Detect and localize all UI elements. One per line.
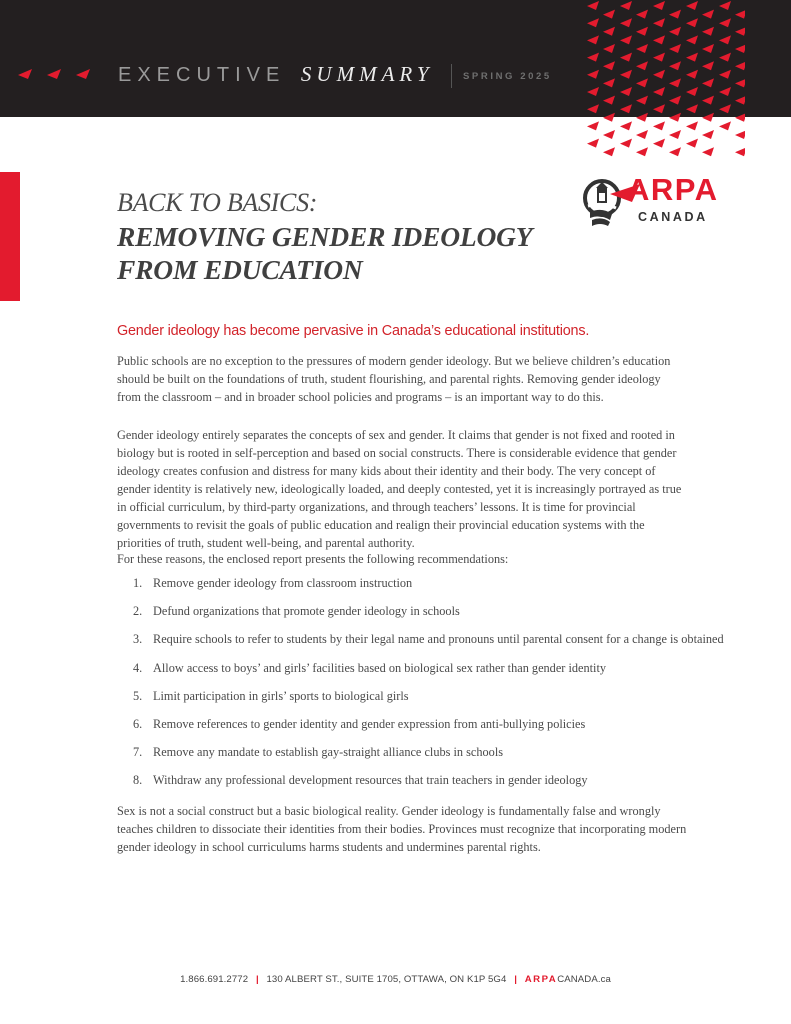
pattern-triangle <box>702 78 714 87</box>
pattern-triangle <box>669 44 681 53</box>
pattern-triangle <box>653 121 665 130</box>
pattern-triangle <box>603 147 615 156</box>
header-divider <box>451 64 452 88</box>
pattern-triangle <box>702 130 714 139</box>
pattern-triangle <box>702 96 714 105</box>
pattern-triangle <box>686 104 698 113</box>
pattern-triangle <box>669 78 681 87</box>
pattern-triangle <box>686 1 698 10</box>
pattern-triangle <box>702 61 714 70</box>
footer-separator: | <box>514 974 517 985</box>
pattern-triangle <box>669 130 681 139</box>
logo-wordmark: ARPA <box>627 172 719 207</box>
list-item: 6. Remove references to gender identity and gender expression from anti-bullying policies <box>133 716 586 731</box>
paragraph-conclusion: Sex is not a social construct but a basic biological reality. Gender ideology is fundamentally false and wrongly teaches children to dissociate their identities from their bodies. Provinces must recognize that incorporating modern gender ideology in school curriculums harms students and undermines parental rights. <box>117 804 687 854</box>
pattern-triangle <box>702 27 714 36</box>
pattern-triangle <box>669 61 681 70</box>
pattern-triangle <box>603 113 615 122</box>
pattern-triangle <box>620 35 632 44</box>
side-accent-bar <box>0 172 20 301</box>
pattern-triangle <box>719 1 731 10</box>
arpa-canada-logo[interactable] <box>580 170 740 230</box>
pattern-triangle <box>669 27 681 36</box>
pattern-triangle <box>603 78 615 87</box>
list-item: 5. Limit participation in girls’ sports to biological girls <box>133 688 409 703</box>
pattern-triangle <box>587 18 599 27</box>
pattern-triangle <box>620 104 632 113</box>
pattern-triangle <box>653 1 665 10</box>
pattern-triangle <box>603 96 615 105</box>
footer-phone[interactable]: 1.866.691.2772 <box>180 974 249 985</box>
pattern-triangle <box>735 44 745 53</box>
pattern-triangle <box>669 113 681 122</box>
pattern-triangle <box>636 96 648 105</box>
pattern-triangle <box>702 44 714 53</box>
pattern-triangle <box>587 53 599 62</box>
pattern-triangle <box>653 104 665 113</box>
pattern-triangle <box>636 78 648 87</box>
pattern-triangle <box>636 147 648 156</box>
header-arrows <box>18 68 98 80</box>
title-line-2: FROM EDUCATION <box>117 254 363 285</box>
left-triangle-arrow-icon <box>18 69 32 79</box>
pattern-triangle <box>669 96 681 105</box>
logo-subname: CANADA <box>638 210 708 224</box>
pattern-triangle <box>620 139 632 148</box>
document-title <box>117 220 577 286</box>
header-title <box>118 62 434 87</box>
pattern-triangle <box>686 53 698 62</box>
pattern-triangle <box>702 10 714 19</box>
pattern-triangle <box>603 27 615 36</box>
pattern-triangle <box>653 70 665 79</box>
paragraph-recommendations-intro: For these reasons, the enclosed report presents the following recommendations: <box>117 552 509 566</box>
pattern-triangle <box>669 10 681 19</box>
left-triangle-arrow-icon <box>47 69 61 79</box>
recommendations-list <box>133 574 724 800</box>
pattern-triangle <box>735 130 745 139</box>
title-line-1: REMOVING GENDER IDEOLOGY <box>117 221 533 252</box>
list-item: 4. Allow access to boys’ and girls’ facilities based on biological sex rather than gender identity <box>133 660 607 675</box>
pattern-triangle <box>587 139 599 148</box>
paragraph-definition: Gender ideology entirely separates the concepts of sex and gender. It claims that gender is not fixed and rooted in biology but is rooted in self-perception and based on social constructs. There is considerable evidence that gender ideology creates confusion and distress for many kids about their identity and their body. The very concept of gender identity is relatively new, ideologically loaded, and deeply contested, yet it is increasingly portrayed as true in official curriculum, by third-party organizations, and through teachers’ lessons. It is time for provincial governments to revisit the goals of public education and realign their provincial education systems with the priorities of truth, student well-being, and parental authority. <box>117 428 682 550</box>
list-item: 8. Withdraw any professional development resources that train teachers in gender ideology <box>133 773 588 788</box>
pattern-triangle <box>587 121 599 130</box>
list-item: 1. Remove gender ideology from classroom instruction <box>133 576 413 590</box>
pattern-triangle <box>636 113 648 122</box>
pattern-triangle <box>735 78 745 87</box>
pattern-triangle <box>735 113 745 122</box>
pattern-triangle <box>653 87 665 96</box>
pattern-triangle <box>702 147 714 156</box>
footer-separator: | <box>255 974 259 985</box>
pattern-triangle <box>620 1 632 10</box>
footer-website[interactable]: ARPACANADA.ca <box>524 974 611 985</box>
pattern-triangle <box>636 27 648 36</box>
list-item: 2. Defund organizations that promote gender ideology in schools <box>133 604 460 619</box>
pattern-triangle <box>719 87 731 96</box>
pattern-triangle <box>719 35 731 44</box>
pattern-triangle <box>653 35 665 44</box>
pattern-triangle <box>686 70 698 79</box>
pattern-triangle <box>603 61 615 70</box>
header-title-executive: EXECUTIVE <box>118 64 286 86</box>
pattern-triangle <box>686 18 698 27</box>
pattern-triangle <box>653 139 665 148</box>
triangle-pattern-icon <box>575 0 745 160</box>
pattern-triangle <box>686 121 698 130</box>
pattern-triangle <box>603 44 615 53</box>
pattern-triangle <box>653 18 665 27</box>
left-triangle-arrow-icon <box>76 69 90 79</box>
pattern-triangle <box>636 10 648 19</box>
list-item: 7. Remove any mandate to establish gay-straight alliance clubs in schools <box>133 745 504 760</box>
pattern-triangle <box>669 147 681 156</box>
pattern-triangle <box>686 35 698 44</box>
pattern-triangle <box>702 113 714 122</box>
pattern-triangle <box>636 44 648 53</box>
footer-address: 130 ALBERT ST., SUITE 1705, OTTAWA, ON K1P 5G4 <box>266 974 507 985</box>
pattern-triangle <box>587 104 599 113</box>
pattern-triangle <box>653 53 665 62</box>
paragraph-intro: Public schools are no exception to the pressures of modern gender ideology. But we believe children’s education should be built on the foundations of truth, student flourishing, and parental rights. Removing gender ideology from the classroom – and in broader school policies and programs – is an important way to do this. <box>117 354 671 404</box>
pattern-triangle <box>587 87 599 96</box>
pattern-triangle <box>636 61 648 70</box>
pattern-triangle <box>735 10 745 19</box>
pattern-triangle <box>620 53 632 62</box>
document-kicker: BACK TO BASICS: <box>117 188 318 217</box>
pattern-triangle <box>587 1 599 10</box>
header-title-summary: SUMMARY <box>300 62 434 86</box>
pattern-triangle <box>603 10 615 19</box>
pattern-triangle <box>719 18 731 27</box>
pattern-triangle <box>587 70 599 79</box>
pattern-triangle <box>686 87 698 96</box>
pattern-triangle <box>620 121 632 130</box>
header-date: SPRING 2025 <box>463 71 552 82</box>
pattern-triangle <box>686 139 698 148</box>
pattern-triangle <box>735 27 745 36</box>
pattern-triangle <box>735 147 745 156</box>
pattern-triangle <box>735 96 745 105</box>
pattern-triangle <box>719 121 731 130</box>
pattern-triangle <box>620 87 632 96</box>
list-item: 3. Require schools to refer to students by their legal name and pronouns until parental consent for a change is obtained <box>133 632 724 647</box>
pattern-triangle <box>587 35 599 44</box>
pattern-triangle <box>620 18 632 27</box>
pattern-triangle <box>735 61 745 70</box>
pattern-triangle <box>719 104 731 113</box>
pattern-triangle <box>603 130 615 139</box>
lead-statement: Gender ideology has become pervasive in Canada’s educational institutions. <box>117 323 590 339</box>
pattern-triangle <box>719 70 731 79</box>
pattern-triangle <box>719 53 731 62</box>
pattern-triangle <box>636 130 648 139</box>
pattern-triangle <box>620 70 632 79</box>
footer-contact <box>0 974 791 985</box>
